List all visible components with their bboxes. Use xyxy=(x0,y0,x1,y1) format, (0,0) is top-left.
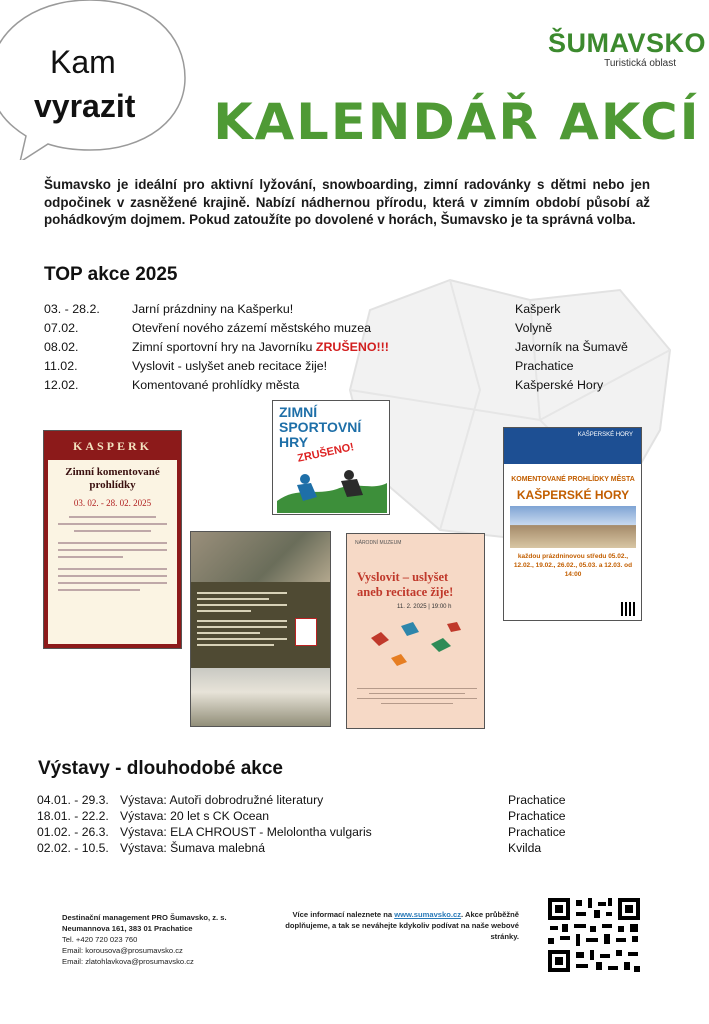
event-date: 08.02. xyxy=(44,340,79,354)
poster-text-lines xyxy=(58,516,167,591)
exhibition-row xyxy=(37,808,677,824)
event-place: Javorník na Šumavě xyxy=(515,340,628,354)
poster-photo xyxy=(510,506,636,548)
bubble-text-kam: Kam xyxy=(50,44,116,80)
poster-khory-band: KOMENTOVANÉ PROHLÍDKY MĚSTA xyxy=(511,476,635,483)
event-title: Zimní sportovní hry na Javorníku xyxy=(132,340,313,354)
top-events-heading: TOP akce 2025 xyxy=(44,264,178,285)
intro-paragraph: Šumavsko je ideální pro aktivní lyžování, snowboarding, zimní radovánky s dětmi nebo jen odpočinek v zasněžené krajině. Nabízí nádhernou přírodu, která v zimním období působí až pohádkovým dojmem. Pokud zatoužíte po dovolené v horách, Šumavsko je ta správná volba. xyxy=(44,177,650,227)
exhibition-title: Výstava: ELA CHROUST - Melolontha vulgaris xyxy=(120,825,372,839)
event-date: 07.02. xyxy=(44,321,79,335)
event-place: Kašperk xyxy=(515,302,561,316)
event-title: Vyslovit - uslyšet aneb recitace žije! xyxy=(132,359,328,373)
info-suffix: . Akce průběžně doplňujeme, a tak se neváhejte kdykoliv podívat na naše webové stránky. xyxy=(285,910,519,941)
exhibition-date: 01.02. - 26.3. xyxy=(37,825,109,839)
poster-cancelled-stamp: ZRUŠENO! xyxy=(296,441,356,465)
exhibition-date: 04.01. - 29.3. xyxy=(37,793,109,807)
event-date: 11.02. xyxy=(44,359,78,373)
poster-kasperk-title: Zimní komentované prohlídky xyxy=(65,466,160,491)
org-name: Destinační management PRO Šumavsko, z. s. xyxy=(62,913,227,922)
coat-of-arms-icon xyxy=(295,618,317,646)
poster-zimni-title: ZIMNÍ SPORTOVNÍ HRY xyxy=(279,404,362,450)
exhibition-row xyxy=(37,824,677,840)
info-prefix: Více informací naleznete na xyxy=(292,910,395,919)
exhibition-title: Výstava: Šumava malebná xyxy=(120,841,265,855)
exhibitions-list xyxy=(37,792,677,856)
event-row xyxy=(44,338,664,357)
exhibition-title: Výstava: 20 let s CK Ocean xyxy=(120,809,270,823)
qr-code-icon[interactable] xyxy=(546,896,642,974)
event-place: Kašperské Hory xyxy=(515,378,604,392)
poster-kasperk-head: KASPERK xyxy=(44,435,181,460)
sumavsko-logo xyxy=(548,28,707,69)
exhibition-place: Prachatice xyxy=(508,793,566,807)
event-title-with-cancel xyxy=(132,338,515,357)
poster-zimni-hry xyxy=(272,400,390,515)
event-row xyxy=(44,300,664,319)
poster-recit-title: Vyslovit – uslyšet aneb recitace žije! xyxy=(357,570,454,599)
poster-photo xyxy=(191,668,331,727)
exhibition-row xyxy=(37,792,677,808)
poster-photo xyxy=(191,532,331,582)
event-date: 03. - 28.2. xyxy=(44,302,100,316)
cancelled-badge: ZRUŠENO!!! xyxy=(315,340,389,354)
contact-block xyxy=(62,912,227,967)
org-phone: Tel. +420 720 023 760 xyxy=(62,935,138,944)
poster-khory-head: KAŠPERSKÉ HORY xyxy=(577,432,633,438)
event-title: Jarní prázdniny na Kašperku! xyxy=(132,302,294,316)
poster-text-lines xyxy=(357,684,477,708)
event-title: Komentované prohlídky města xyxy=(132,378,300,392)
event-place: Prachatice xyxy=(515,359,574,373)
poster-text-lines xyxy=(197,588,287,650)
poster-recit-date: 11. 2. 2025 | 19:00 h xyxy=(397,604,452,610)
exhibitions-heading: Výstavy - dlouhodobé akce xyxy=(38,758,283,779)
website-link[interactable]: www.sumavsko.cz xyxy=(394,910,462,919)
page-title: KALENDÁŘ AKCÍ xyxy=(213,93,701,151)
event-title: Otevření nového zázemí městského muzea xyxy=(132,321,371,335)
poster-recitace xyxy=(346,533,485,729)
event-place: Volyně xyxy=(515,321,553,335)
exhibition-place: Kvilda xyxy=(508,841,542,855)
more-info-text xyxy=(270,909,519,942)
top-events-list xyxy=(44,300,664,395)
event-row xyxy=(44,319,664,338)
poster-khory-header xyxy=(504,428,641,464)
exhibition-date: 18.01. - 22.2. xyxy=(37,809,109,823)
org-email[interactable]: Email: zlatohlavkova@prosumavsko.cz xyxy=(62,957,194,966)
qr-code-icon xyxy=(621,602,635,616)
poster-kasperske-hory xyxy=(503,427,642,621)
flying-books-icon xyxy=(361,618,473,674)
event-row xyxy=(44,357,664,376)
poster-kasperk-date: 03. 02. - 28. 02. 2025 xyxy=(73,498,152,508)
exhibition-row xyxy=(37,840,677,856)
exhibition-place: Prachatice xyxy=(508,809,566,823)
poster-recit-head: NÁRODNÍ MUZEUM xyxy=(355,540,402,546)
org-address: Neumannova 161, 383 01 Prachatice xyxy=(62,924,193,933)
event-row xyxy=(44,376,664,395)
brand-name: ŠUMAVSKO xyxy=(548,28,707,58)
exhibition-title: Výstava: Autoři dobrodružné literatury xyxy=(120,793,324,807)
poster-kasperk xyxy=(43,430,182,649)
exhibition-date: 02.02. - 10.5. xyxy=(37,841,109,855)
org-email[interactable]: Email: korousova@prosumavsko.cz xyxy=(62,946,183,955)
skier-icon xyxy=(277,461,387,513)
brand-subtitle: Turistická oblast xyxy=(604,58,676,69)
bubble-text-vyrazit: vyrazit xyxy=(34,88,136,124)
event-date: 12.02. xyxy=(44,378,79,392)
poster-khory-title: KAŠPERSKÉ HORY xyxy=(516,488,630,502)
poster-muzeum-volyne xyxy=(190,531,331,727)
exhibition-place: Prachatice xyxy=(508,825,566,839)
poster-khory-dates: každou prázdninovou středu 05.02., 12.02., 19.02., 26.02., 05.03. a 12.03. od 14:00 xyxy=(513,553,633,578)
